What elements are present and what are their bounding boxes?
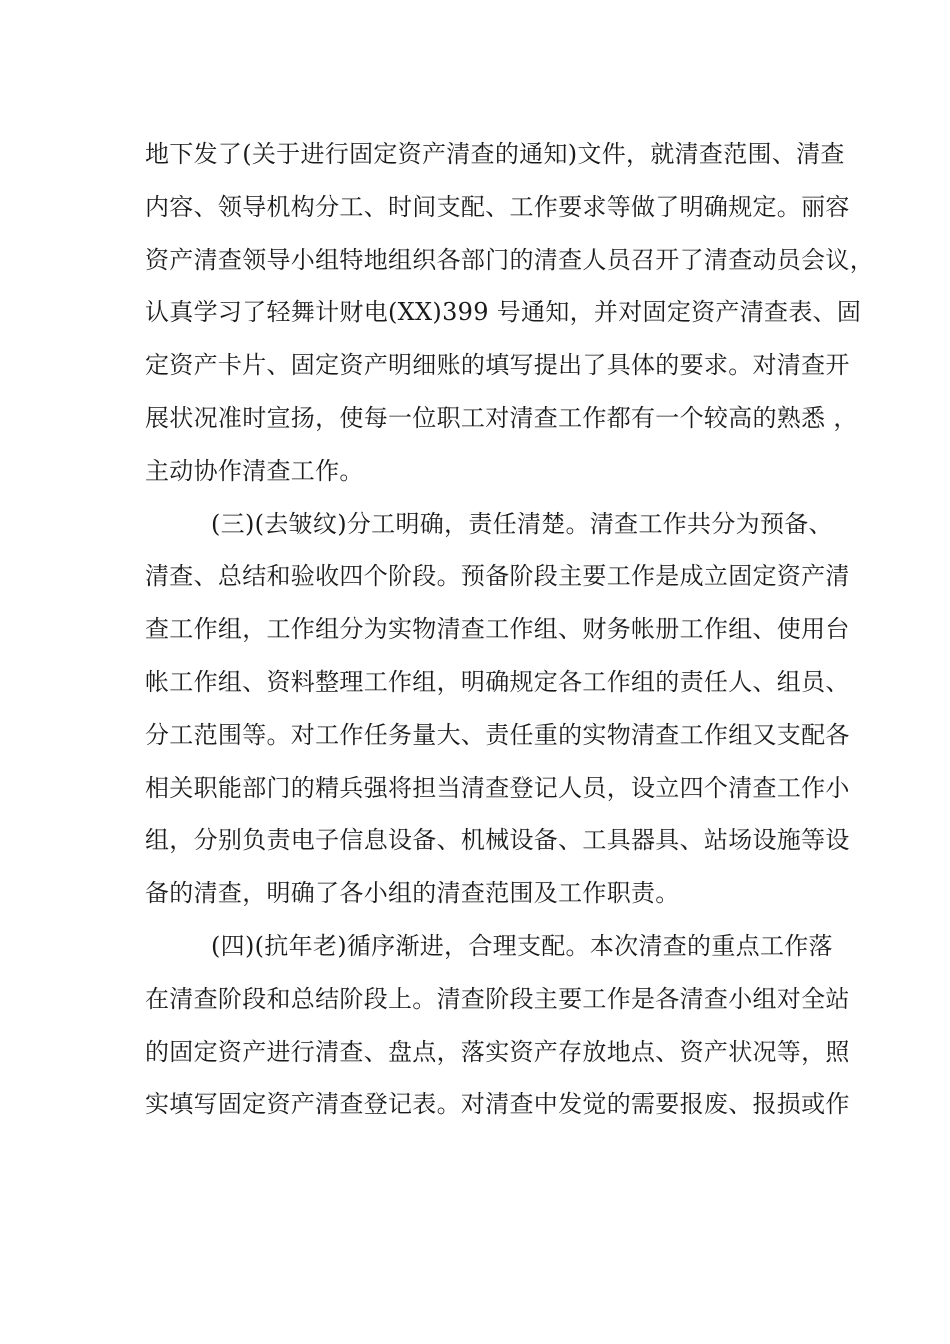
paragraph-4-start: (四)(抗年老)循序渐进，合理支配。本次清查的重点工作落 [211, 931, 833, 960]
text-line-10: 查工作组，工作组分为实物清查工作组、财务帐册工作组、使用台 [145, 615, 850, 644]
body-text [145, 128, 874, 1131]
text-line-6: 展状况准时宣扬，使每一位职工对清查工作都有一个较高的熟悉 ， [145, 403, 858, 432]
text-line-7: 主动协作清查工作。 [145, 456, 364, 485]
paragraph-3-start: (三)(去皱纹)分工明确，责任清楚。清查工作共分为预备、 [211, 509, 833, 538]
text-line-12: 分工范围等。对工作任务量大、责任重的实物清查工作组又支配各 [145, 720, 850, 749]
text-line-4: 认真学习了轻舞计财电(XX)399 号通知，并对固定资产清查表、固 [145, 298, 862, 327]
text-line-5: 定资产卡片、固定资产明细账的填写提出了具体的要求。对清查开 [145, 351, 850, 380]
text-line-14: 组，分别负责电子信息设备、机械设备、工具器具、站场设施等设 [145, 826, 850, 855]
text-line-3: 资产清查领导小组特地组织各部门的清查人员召开了清查动员会议， [145, 245, 874, 274]
text-line-9: 清查、总结和验收四个阶段。预备阶段主要工作是成立固定资产清 [145, 562, 850, 591]
text-line-15: 备的清查，明确了各小组的清查范围及工作职责。 [145, 879, 680, 908]
text-line-19: 实填写固定资产清查登记表。对清查中发觉的需要报废、报损或作 [145, 1090, 850, 1119]
text-line-2: 内容、领导机构分工、时间支配、工作要求等做了明确规定。丽容 [145, 192, 850, 221]
text-line-1: 地下发了(关于进行固定资产清查的通知)文件，就清查范围、清查 [145, 140, 845, 168]
text-line-13: 相关职能部门的精兵强将担当清查登记人员，设立四个清查工作小 [145, 773, 850, 802]
text-line-11: 帐工作组、资料整理工作组，明确规定各工作组的责任人、组员、 [145, 667, 850, 696]
text-line-18: 的固定资产进行清查、盘点，落实资产存放地点、资产状况等，照 [145, 1037, 850, 1066]
text-line-17: 在清查阶段和总结阶段上。清查阶段主要工作是各清查小组对全站 [145, 984, 850, 1013]
